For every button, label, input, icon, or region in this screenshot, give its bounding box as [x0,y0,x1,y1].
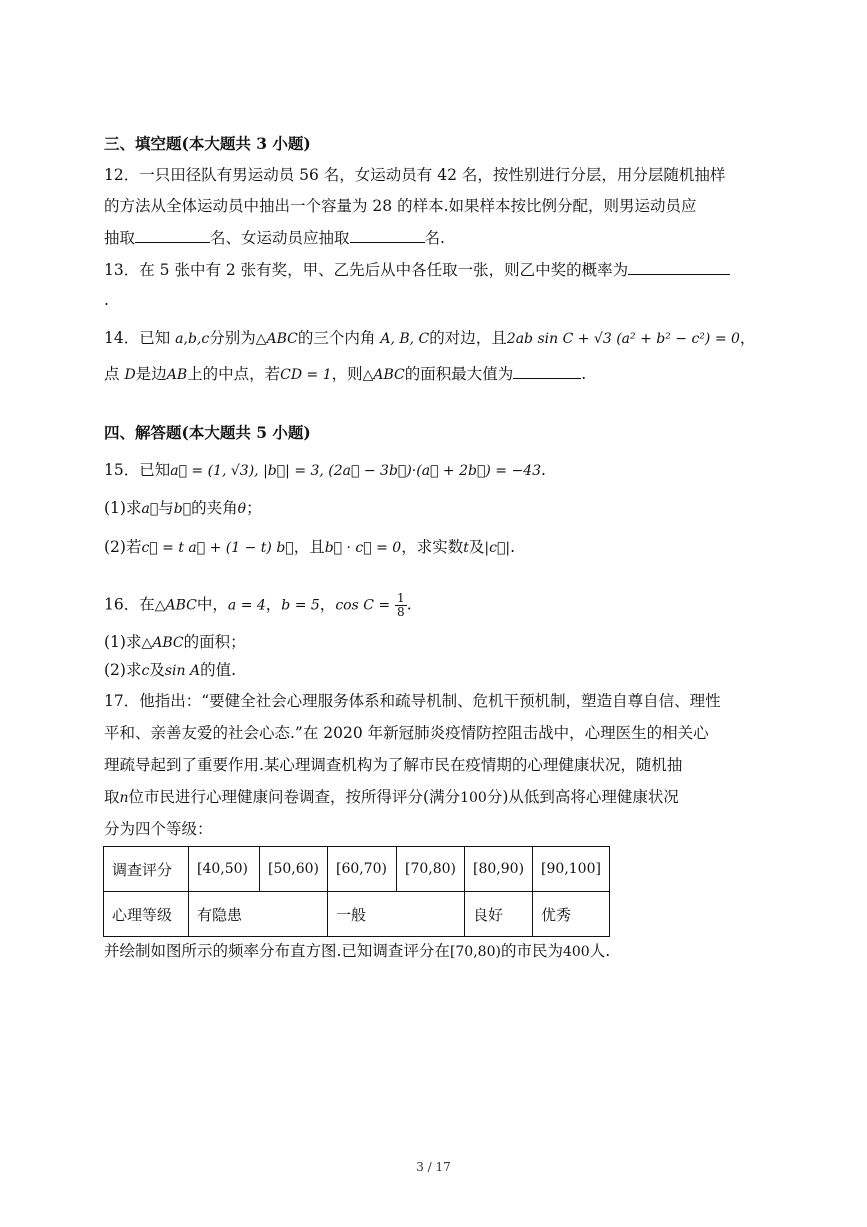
q14-text-e: ， [739,329,756,347]
q16-p2-text-b: 及 [149,661,165,679]
q14-math-angles: A, B, C [380,331,430,347]
q14-text-k: . [581,365,587,383]
q12-line1: 12．一只田径队有男运动员 56 名，女运动员有 42 名，按性别进行分层，用分层随机抽样 [104,166,726,184]
q17-after-text-b: 的市民为 [500,942,563,960]
table-row [104,847,610,892]
q14-line1 [104,327,755,350]
table-cell: 良好 [465,892,533,937]
q17-after-text-c: 人. [589,942,611,960]
q15-text-b: . [541,461,546,479]
q12-line2: 的方法从全体运动员中抽出一个容量为 28 的样本.如果样本按比例分配，则男运动员应 [104,197,697,215]
q16-p2-text-c: 的值. [200,661,237,679]
q14-text-j: 的面积最大值为 [404,365,514,383]
q16-math-b: b = 5 [281,597,320,614]
score-grade-table [103,846,610,937]
q16-p2-text-a: (2)求 [104,661,142,679]
q15-p2-math-abs-c: |c⃗| [484,540,511,556]
q12-answer-blank-1[interactable] [135,226,210,243]
q14-math-cd: CD = 1 [280,367,332,383]
q16-math-a: a = 4 [227,597,266,614]
q16-text-a: 16．在 [104,595,155,614]
q15-line1 [104,459,546,482]
q17-line4 [104,786,679,809]
q17-after-text-a: 并绘制如图所示的频率分布直方图.已知调查评分在 [104,942,450,960]
q14-text-d: 的对边，且 [429,329,507,347]
table-cell: [60,70) [328,847,397,892]
q12-line3 [104,226,445,249]
q15-p2-text-e: . [510,538,516,556]
table-cell: [90,100] [533,847,610,892]
q16-p1-math: △ABC [141,635,184,651]
q16-text-d: ， [319,595,336,614]
table-cell: [80,90) [465,847,533,892]
q15-p1-text-d: ； [246,499,262,517]
q13-answer-blank[interactable] [628,258,730,275]
q16-part1 [104,631,246,654]
q15-p1-text-a: (1)求 [104,499,142,517]
q15-part1 [104,497,262,520]
q14-text-i: ，则 [331,365,363,383]
q17-text-c: 分)从低到高将心理健康状况 [486,788,679,806]
q17-line5: 分为四个等级： [104,820,213,838]
q14-math-abc: a,b,c [175,331,210,347]
q12-answer-blank-2[interactable] [350,226,425,243]
q15-p2-math-t: t [463,540,469,556]
table-cell: 一般 [328,892,465,937]
q14-text-f: 点 [104,365,120,383]
table-cell: [40,50) [189,847,260,892]
q16-text-e: . [406,595,412,614]
q15-p2-text-c: ，求实数 [401,538,464,556]
q14-line2 [104,362,586,386]
q17-text-a: 取 [104,788,120,806]
q12-text-a: 抽取 [104,229,136,247]
section3-heading: 三、填空题(本大题共 3 小题) [104,134,311,153]
q16-part2 [104,659,236,682]
q15-math-given: a⃗ = (1, √3), |b⃗| = 3, (2a⃗ − 3b⃗)·(a⃗ + 2b⃗) = −43 [170,463,541,479]
q16-p2-math-sin: sin A [164,663,201,679]
q16-text-c: ， [265,595,282,614]
q14-text-a: 14．已知 [104,329,171,347]
q13-line2: . [104,291,109,309]
table-cell: 调查评分 [104,847,189,892]
q13-text: 13．在 5 张中有 2 张有奖，甲、乙先后从中各任取一张，则乙中奖的概率为 [104,261,629,279]
q17-after-math-400: 400 [562,944,590,960]
table-cell: 有隐患 [189,892,328,937]
q16-frac-num: 1 [397,591,405,605]
q15-p2-text-a: (2)若 [104,538,142,556]
q12-text-c: 名. [424,229,445,247]
q17-line2: 平和、亲善友爱的社会心态.”在 2020 年新冠肺炎疫情防控阻击战中，心理医生的相关心 [104,724,709,742]
table-cell: 心理等级 [104,892,189,937]
q16-text-b: 中， [196,595,228,614]
q14-text-g: 是边 [135,365,167,383]
q17-math-n: n [119,790,129,806]
q17-line1: 17．他指出：“要健全社会心理服务体系和疏导机制、危机干预机制，塑造自尊自信、理性 [104,692,721,710]
table-row [104,892,610,937]
q15-text-a: 15．已知 [104,461,171,479]
q17-math-100: 100 [460,790,487,806]
q16-line1 [104,592,412,619]
q16-p2-math-c: c [141,663,150,679]
q14-math-triangle: △ABC [255,331,298,347]
q17-after-table [104,940,610,963]
q16-p1-text-b: 的面积； [183,633,246,651]
page-number: 3 / 17 [416,1160,451,1174]
q15-p2-math-dot: b⃗ · c⃗ = 0 [324,540,402,556]
q17-line3: 理疏导起到了重要作用.某心理调查机构为了解市民在疫情期的心理健康状况，随机抽 [104,756,683,774]
q16-frac-den: 8 [397,605,405,619]
q14-math-equation: 2ab sin C + √3 (a² + b² − c²) = 0 [506,331,740,347]
q14-answer-blank[interactable] [513,362,581,379]
q13-line1 [104,258,730,281]
q15-p1-math-b: b⃗ [173,501,192,517]
q14-text-b: 分别为 [209,329,256,347]
q15-p2-math-c: c⃗ = t a⃗ + (1 − t) b⃗ [141,540,294,556]
q14-text-c: 的三个内角 [297,329,376,347]
q15-p1-text-b: 与 [158,499,174,517]
q17-text-b: 位市民进行心理健康问卷调查，按所得评分(满分 [128,788,461,806]
q12-text-b: 名、女运动员应抽取 [210,229,350,247]
q15-p2-text-b: ，且 [293,538,325,556]
q14-text-h: 上的中点，若 [187,365,281,383]
q14-math-ab: AB [166,367,188,383]
q16-math-triangle: △ABC [154,597,197,614]
q15-p1-math-theta: θ [237,501,247,517]
q15-p2-text-d: 及 [468,538,485,556]
section4-heading: 四、解答题(本大题共 5 小题) [104,423,311,442]
table-cell: [70,80) [397,847,465,892]
table-cell: [50,60) [260,847,328,892]
q17-after-math-range: [70,80) [449,944,501,960]
q16-math-cos: cos C = [335,597,391,614]
q15-part2 [104,536,515,559]
q15-p1-math-a: a⃗ [141,501,159,517]
q14-math-triangle-2: △ABC [362,367,405,383]
table-cell: 优秀 [533,892,610,937]
q15-p1-text-c: 的夹角 [191,499,238,517]
q16-fraction [395,592,407,619]
q14-math-d: D [124,367,136,383]
q16-p1-text-a: (1)求 [104,633,142,651]
